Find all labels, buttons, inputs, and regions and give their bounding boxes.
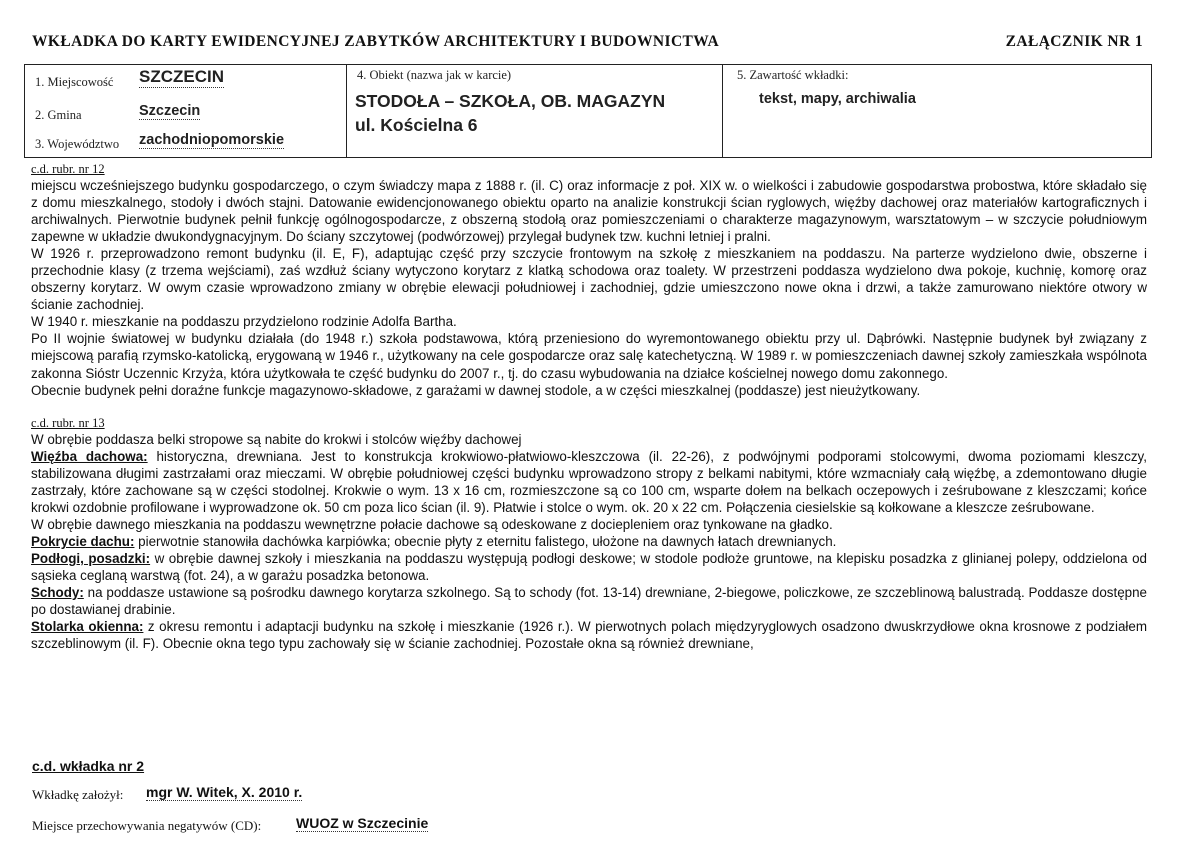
author-label: Wkładkę założył:	[32, 787, 124, 802]
negatives-location-label: Miejsce przechowywania negatywów (CD):	[32, 818, 262, 833]
roof-structure-paragraph	[31, 448, 1147, 516]
object-address: ul. Kościelna 6	[355, 115, 478, 135]
info-box	[24, 64, 1152, 158]
locality-value: SZCZECIN	[139, 67, 224, 86]
windows-label: Stolarka okienna:	[31, 619, 144, 635]
object-label: 4. Obiekt (nazwa jak w karcie)	[357, 68, 512, 82]
object-name: STODOŁA – SZKOŁA, OB. MAGAZYN	[355, 91, 666, 111]
locality-label: 1. Miejscowość	[35, 75, 114, 89]
body-text	[31, 161, 1147, 652]
windows-paragraph	[31, 618, 1147, 652]
floors-label: Podłogi, posadzki:	[31, 550, 151, 566]
voivodeship-value: zachodniopomorskie	[139, 132, 285, 148]
stairs-paragraph	[31, 584, 1147, 618]
floors-text: w obrębie dawnej szkoły i mieszkania na poddaszu występują podłogi deskowe; w stodole podłoże gruntowe, na klepisku posadzka z glinianej polepy, oddzielona od sąsieka ceglaną warstwą (fot. 24), a w garażu posadzka betonowa.	[31, 550, 1147, 583]
contents-label: 5. Zawartość wkładki:	[737, 68, 849, 82]
column-divider	[722, 65, 723, 157]
section-12-paragraph: Po II wojnie światowej w budynku działała (do 1948 r.) szkoła podstawowa, którą przeniesiono do wyremontowanego obiektu przy ul. Dąbrówki. Następnie budynek był związany z miejscową parafią rzymsko-katolicką, erygowaną w 1946 r., użytkowany na cele gospodarcze oraz salę katechetyczną. W 1989 r. w pomieszczeniach dawnej szkoły zamieszkała wspólnota zakonna Sióstr Uczennic Krzyża, która użytkowała te część budynku do 2007 r., tj. do czasu wybudowania na działce kościelnej nowego domu zakonnego.	[31, 331, 1147, 381]
document-title: WKŁADKA DO KARTY EWIDENCYJNEJ ZABYTKÓW ARCHITEKTURY I BUDOWNICTWA	[32, 33, 720, 50]
roof-structure-label: Więźba dachowa:	[31, 448, 148, 464]
section-12-paragraph: miejscu wcześniejszego budynku gospodarczego, o czym świadczy mapa z 1888 r. (il. C) oraz informacje z poł. XIX w. o wielkości i zabudowie gospodarstwa probostwa, które składało się z domu mieszkalnego, stodoły i dwóch stajni. Datowanie ewidencjonowanego obiektu oparto na analizie konstrukcji ścian ryglowych, więźby dachowej oraz materiałów kartograficznych i archiwalnych. Pierwotnie budynek pełnił funkcję ogólnogospodarcze, z obszerną stodołą oraz pomieszczeniami o charakterze magazynowym, warsztatowym – w szczycie południowym zapewne w układzie dwukondygnacyjnym. Do ściany szczytowej (podwórzowej) przylegał budynek tzw. kuchni letniej i pralni.	[31, 178, 1147, 245]
commune-label: 2. Gmina	[35, 108, 82, 122]
roof-cover-label: Pokrycie dachu:	[31, 533, 135, 549]
windows-text: z okresu remontu i adaptacji budynku na szkołę i mieszkanie (1926 r.). W pierwotnych polach międzyryglowych osadzono dwuskrzydłowe okna krosnowe z podziałem szczeblinowym (il. F). Obecnie okna tego typu zachowały się w ścianie zachodniej. Pozostałe okna są również drewniane,	[31, 619, 1147, 652]
roof-cover-paragraph	[31, 533, 1147, 550]
attic-paragraph: W obrębie dawnego mieszkania na poddaszu wewnętrzne połacie dachowe są odeskowane z dociepleniem oraz tynkowane na gładko.	[31, 516, 833, 532]
section-12-paragraph: Obecnie budynek pełni doraźne funkcje magazynowo-składowe, z garażami w dawnej stodole, a w części mieszkalnej (poddasze) jest nieużytkowany.	[31, 382, 921, 398]
column-divider	[346, 65, 347, 157]
section-13-intro: W obrębie poddasza belki stropowe są nabite do krokwi i stolców więźby dachowej	[31, 431, 522, 447]
section-12-paragraph: W 1926 r. przeprowadzono remont budynku (il. E, F), adaptując część przy szczycie frontowym na szkołę z mieszkaniem na poddaszu. Na parterze wydzielono dwie, obszerne i przechodnie klasy (z trzema wejściami), zaś wzdłuż ściany wytyczono korytarz z klatką schodowa oraz toalety. W przestrzeni poddasza wydzielono dwa pokoje, kuchnię, komorę oraz obszerny korytarz. W owym czasie wprowadzono zmiany w obrębie elewacji południowej i zachodniej, gdzie umieszczono nowe okna i drzwi, a także zamurowano niektóre otwory w ścianie zachodniej.	[31, 246, 1147, 313]
continuation-note: c.d. wkładka nr 2	[32, 758, 145, 774]
voivodeship-label: 3. Województwo	[35, 137, 120, 151]
stairs-label: Schody:	[31, 585, 84, 601]
floors-paragraph	[31, 550, 1147, 584]
stairs-text: na poddasze ustawione są pośrodku dawnego korytarza szkolnego. Są to schody (fot. 13-14) drewniane, 2-biegowe, policzkowe, ze szczeblinową balustradą. Poddasze dostępne po dostawianej drabinie.	[31, 585, 1147, 618]
negatives-location-value: WUOZ w Szczecinie	[296, 815, 429, 831]
annex-number: ZAŁĄCZNIK NR 1	[1005, 33, 1143, 50]
author-value: mgr W. Witek, X. 2010 r.	[146, 784, 303, 800]
section-12-paragraph: W 1940 r. mieszkanie na poddaszu przydzielono rodzinie Adolfa Bartha.	[31, 314, 457, 330]
roof-cover-text: pierwotnie stanowiła dachówka karpiówka; obecnie płyty z eternitu falistego, ułożone na dawnych łatach drewnianych.	[134, 533, 837, 549]
contents-value: tekst, mapy, archiwalia	[759, 91, 916, 107]
section-13-heading: c.d. rubr. nr 13	[31, 415, 105, 430]
roof-structure-text: historyczna, drewniana. Jest to konstrukcja krokwiowo-płatwiowo-kleszczowa (il. 22-26), z podwójnymi podporami stolcowymi, dwoma poziomami kleszczy, stabilizowana długimi zastrzałami oraz mieczami. W obrębie południowej części budynku wprowadzono stropy z belkami nabitymi, które wzmacniały całą więźbę, a zdemontowano długie zastrzały, które zachowane są w części stodolnej. Krokwie o wym. 13 x 16 cm, rozmieszczone są co 100 cm, wsparte dołem na belkach oczepowych i ześrubowane z kleszczami; końce krokwi ozdobnie profilowane i wyprowadzone ok. 50 cm poza lico ścian (il. 9). Płatwie i stolce o wym. ok. 20 x 22 cm. Połączenia ciesielskie są kołkowane a kleszcze ześrubowane.	[31, 448, 1147, 515]
section-12-heading: c.d. rubr. nr 12	[31, 162, 105, 176]
commune-value: Szczecin	[139, 103, 201, 119]
